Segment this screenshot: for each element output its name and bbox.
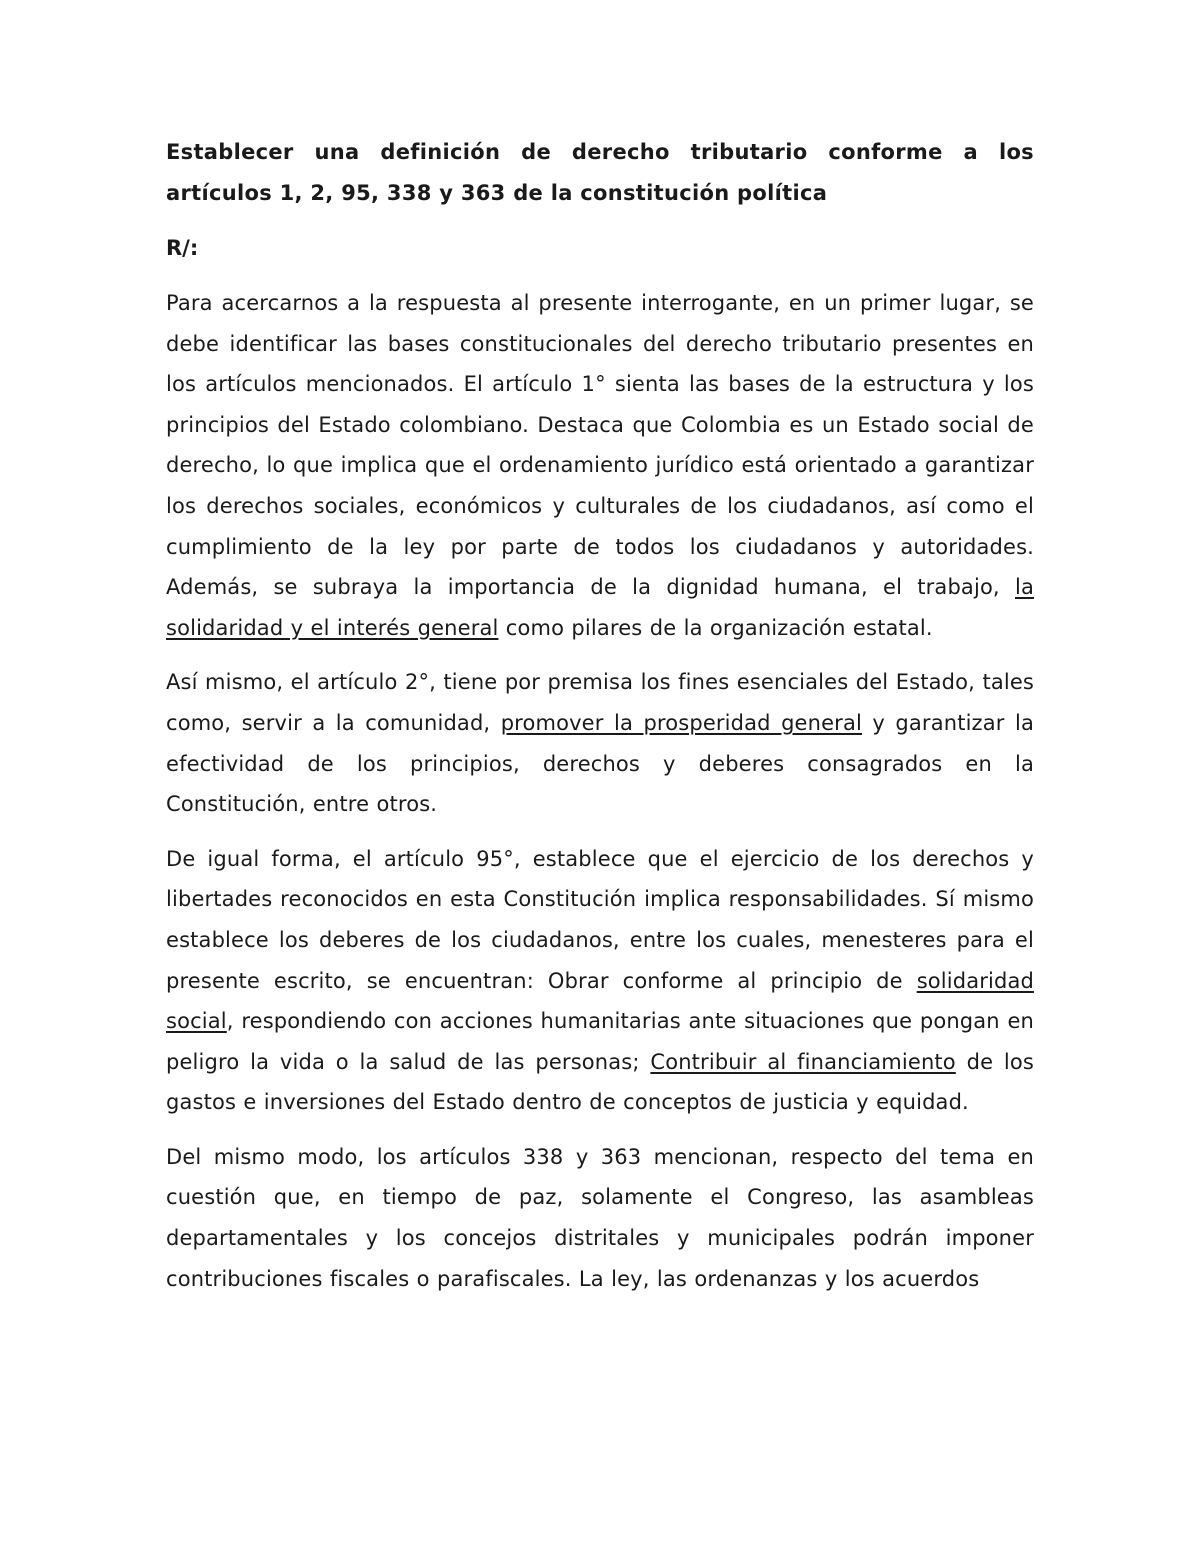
- paragraph-text: y garantizar la efectividad de los principios, derechos y deberes consagrados en la Constitución, entre otros.: [166, 710, 1034, 817]
- underlined-text: solidaridad social: [166, 968, 1034, 1034]
- paragraph-text: De igual forma, el artículo 95°, establece que el ejercicio de los derechos y libertades reconocidos en esta Constitución implica responsabilidades. Sí mismo establece los deberes de los ciudadanos, entre los cuales, menesteres para el presente escrito, se encuentran: Obrar conforme al principio de: [166, 846, 1034, 993]
- paragraph-text: Así mismo, el artículo 2°, tiene por premisa los fines esenciales del Estado, tales como, servir a la comunidad,: [166, 670, 1034, 735]
- paragraph-text: como pilares de la organización estatal.: [498, 615, 933, 640]
- paragraph-text: Del mismo modo, los artículos 338 y 363 mencionan, respecto del tema en cuestión que, en tiempo de paz, solamente el Congreso, las asambleas departamentales y los concejos distritales y municipales podrán imponer contribuciones fiscales o parafiscales. La ley, las ordenanzas y los acuerdos: [166, 1144, 1034, 1291]
- paragraph-text: , respondiendo con acciones humanitarias ante situaciones que pongan en peligro la vida o la salud de las personas;: [166, 1009, 1034, 1074]
- body-text: [166, 283, 1034, 1299]
- underlined-text: la solidaridad y el interés general: [166, 575, 1034, 640]
- paragraph: [166, 283, 1034, 648]
- paragraph: [166, 662, 1034, 824]
- document-page: [166, 132, 1034, 1299]
- underlined-text: Contribuir al financiamiento: [650, 1049, 956, 1074]
- paragraph-text: Para acercarnos a la respuesta al presente interrogante, en un primer lugar, se debe identificar las bases constitucionales del derecho tributario presentes en los artículos mencionados. El artículo 1° sienta las bases de la estructura y los principios del Estado colombiano. Destaca que Colombia es un Estado social de derecho, lo que implica que el ordenamiento jurídico está orientado a garantizar los derechos sociales, económicos y culturales de los ciudadanos, así como el cumplimiento de la ley por parte de todos los ciudadanos y autoridades. Además, se subraya la importancia de la dignidad humana, el trabajo,: [166, 291, 1034, 600]
- paragraph: [166, 839, 1034, 1123]
- underlined-text: promover la prosperidad general: [500, 710, 862, 735]
- document-title: Establecer una definición de derecho tributario conforme a los artículos 1, 2, 95, 338 y 363 de la constitución política: [166, 140, 1034, 205]
- answer-label: R/:: [166, 236, 199, 260]
- paragraph: [166, 1137, 1034, 1299]
- paragraph-text: de los gastos e inversiones del Estado dentro de conceptos de justicia y equidad.: [166, 1049, 1035, 1115]
